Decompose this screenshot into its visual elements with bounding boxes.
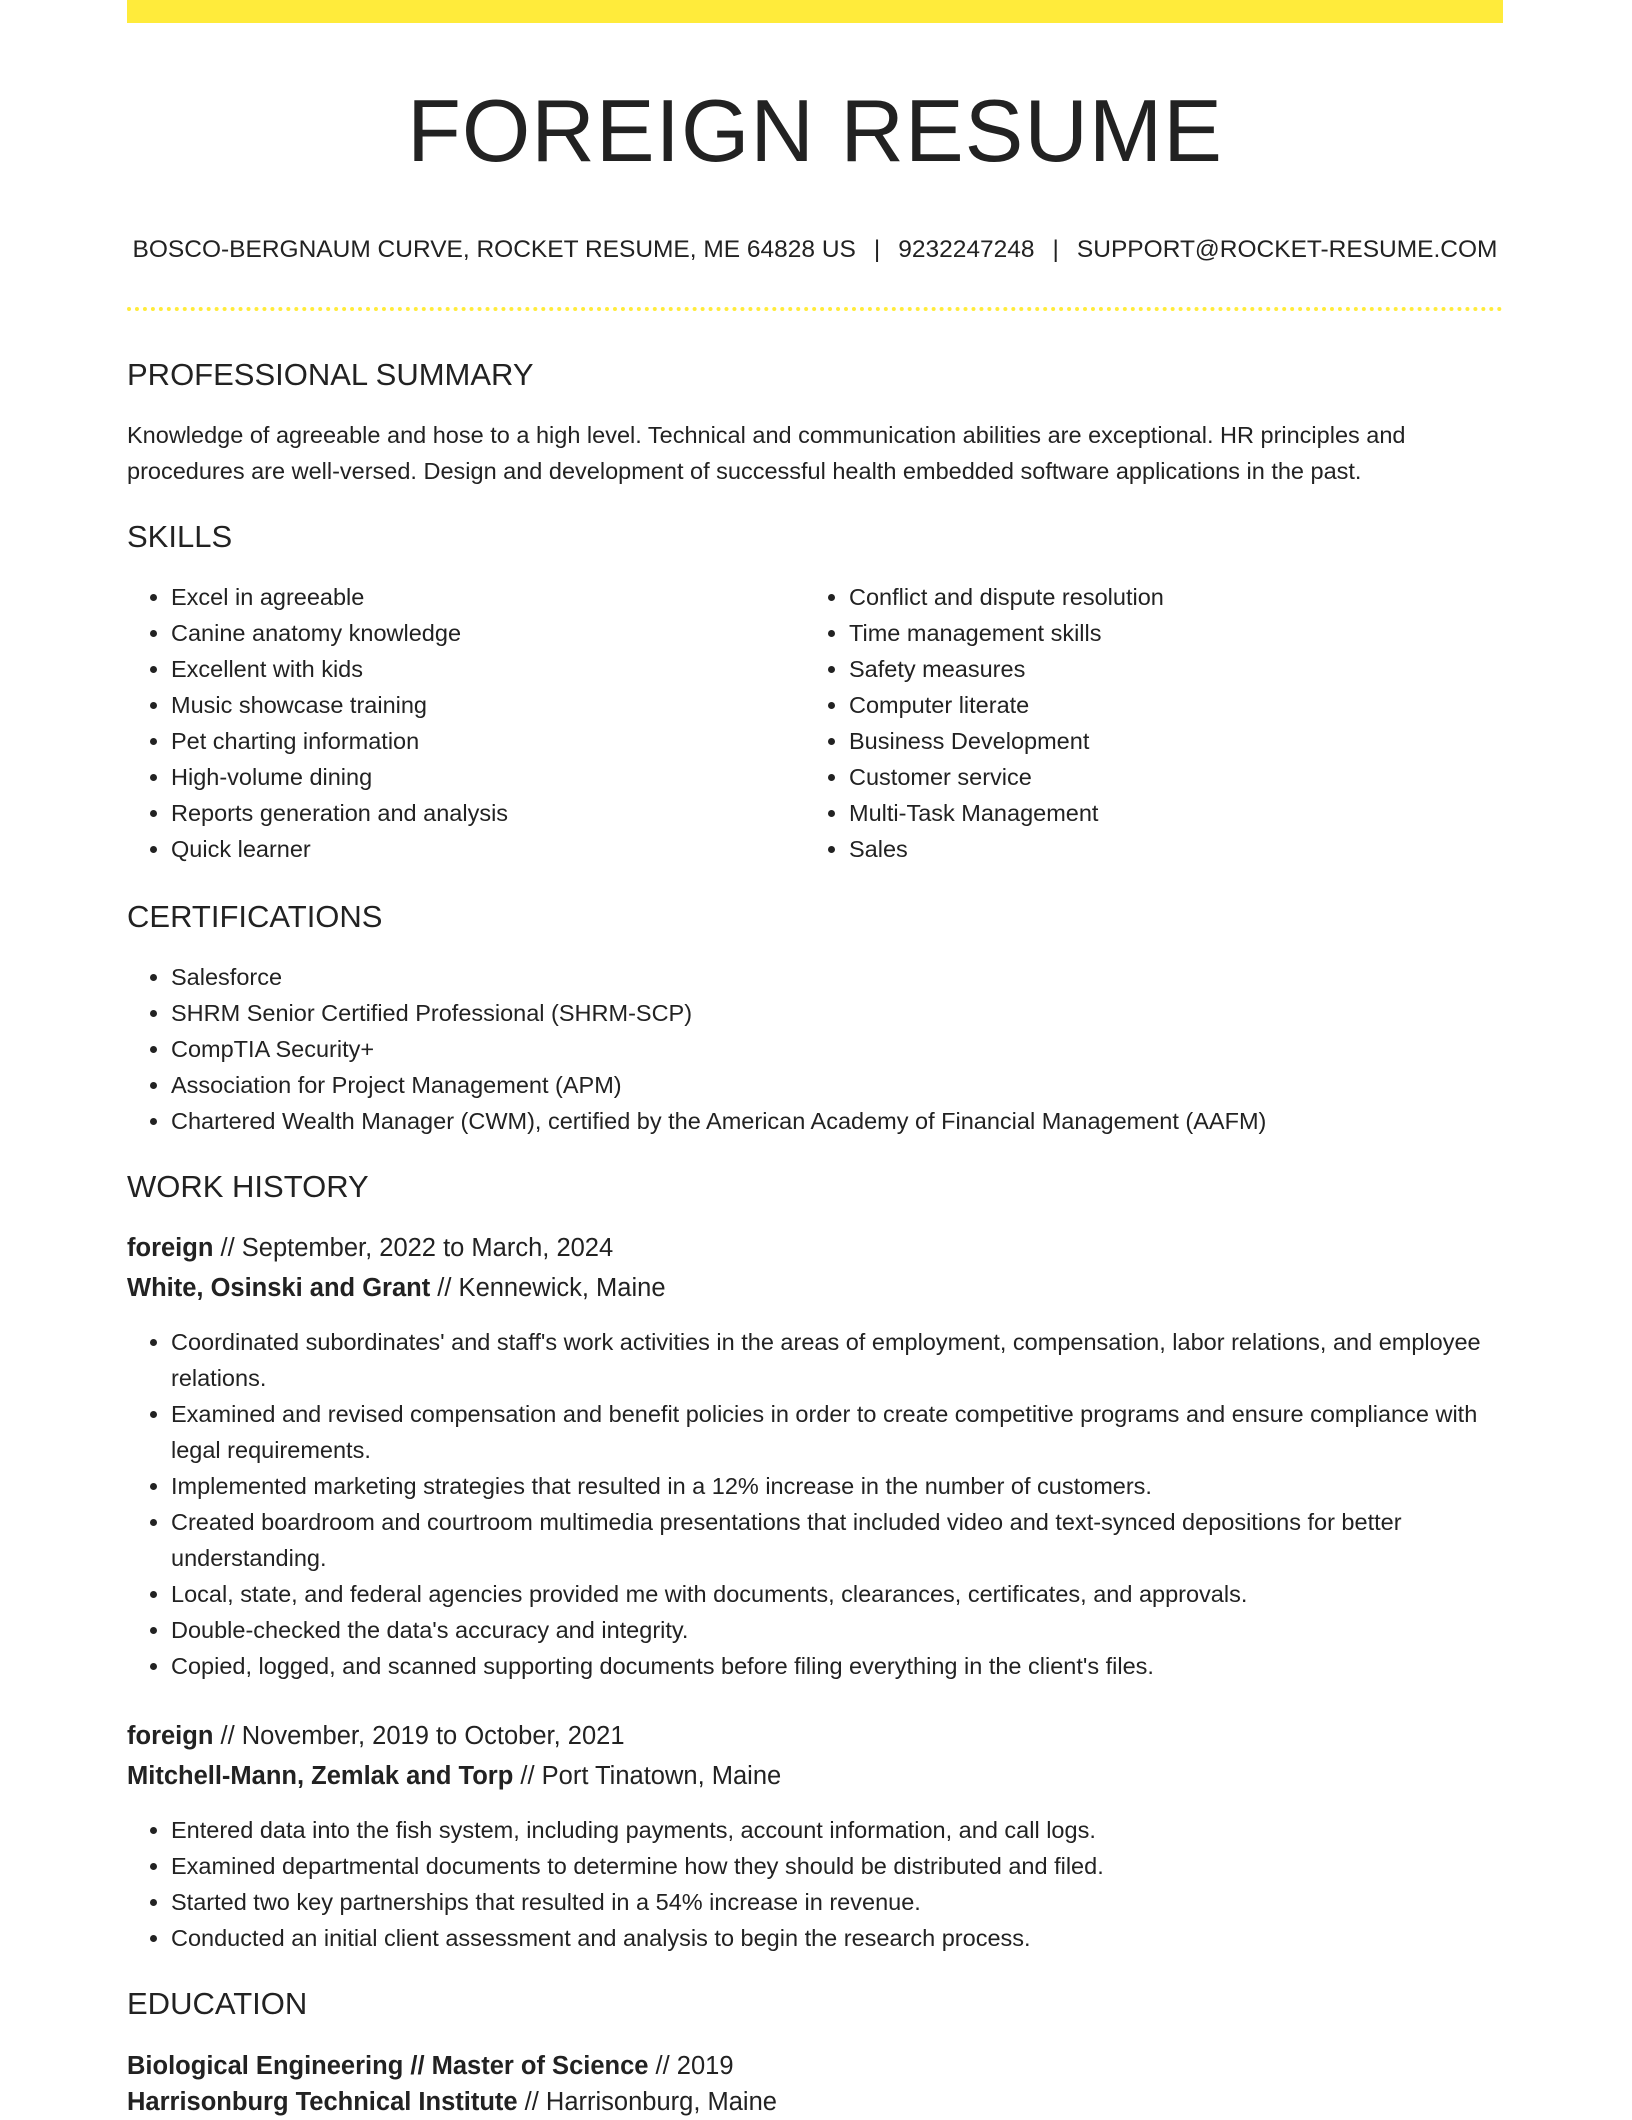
skill-item: • Quick learner — [171, 831, 811, 867]
job-dates: // November, 2019 to October, 2021 — [213, 1722, 625, 1750]
job-dates: // September, 2022 to March, 2024 — [213, 1234, 614, 1262]
job-company-line — [127, 1270, 666, 1306]
education-degree-line — [127, 2048, 734, 2084]
certification-item: • CompTIA Security+ — [171, 1031, 1503, 1067]
skill-item: • Excel in agreeable — [171, 579, 811, 615]
job-title-line — [127, 1230, 613, 1266]
certifications-heading: CERTIFICATIONS — [127, 899, 383, 934]
contact-separator: | — [873, 236, 881, 263]
certification-item: • Chartered Wealth Manager (CWM), certified by the American Academy of Financial Management (AAFM) — [171, 1103, 1503, 1139]
job-company: White, Osinski and Grant — [127, 1274, 431, 1302]
job-company-line — [127, 1758, 781, 1794]
job-location: // Port Tinatown, Maine — [513, 1762, 782, 1790]
summary-heading: PROFESSIONAL SUMMARY — [127, 357, 534, 392]
contact-email: SUPPORT@ROCKET-RESUME.COM — [1076, 236, 1498, 263]
certification-item: • SHRM Senior Certified Professional (SHRM-SCP) — [171, 995, 1503, 1031]
contact-separator: | — [1052, 236, 1059, 263]
education-school-line — [127, 2084, 777, 2120]
skill-item: • Customer service — [849, 759, 1529, 795]
skill-item: • Reports generation and analysis — [171, 795, 811, 831]
skill-item: • Multi-Task Management — [849, 795, 1529, 831]
job-bullet: • Double-checked the data's accuracy and integrity. — [171, 1612, 1503, 1648]
job-bullet: • Started two key partnerships that resulted in a 54% increase in revenue. — [171, 1884, 1503, 1920]
job-bullet: • Implemented marketing strategies that resulted in a 12% increase in the number of customers. — [171, 1468, 1503, 1504]
job-bullet: • Coordinated subordinates' and staff's work activities in the areas of employment, compensation, labor relations, and employee relations. — [171, 1324, 1503, 1396]
skills-list-left — [127, 579, 811, 867]
skill-item: • Business Development — [849, 723, 1529, 759]
job-location: // Kennewick, Maine — [430, 1274, 666, 1302]
education-degree: Biological Engineering // Master of Science — [127, 2052, 649, 2080]
certifications-list — [127, 959, 1503, 1139]
job-bullets — [127, 1324, 1503, 1684]
education-location: // Harrisonburg, Maine — [517, 2088, 777, 2116]
skill-item: • Sales — [849, 831, 1529, 867]
certification-item: • Salesforce — [171, 959, 1503, 995]
skill-item: • Excellent with kids — [171, 651, 811, 687]
summary-text: Knowledge of agreeable and hose to a high level. Technical and communication abilities are exceptional. HR principles and procedures are well-versed. Design and development of successful health embedded software applications in the past. — [127, 422, 1406, 484]
work-history-heading: WORK HISTORY — [127, 1169, 369, 1204]
job-title-line — [127, 1718, 625, 1754]
skills-heading: SKILLS — [127, 519, 233, 554]
job-bullets — [127, 1812, 1503, 1956]
contact-phone: 9232247248 — [898, 236, 1035, 263]
skill-item: • Music showcase training — [171, 687, 811, 723]
job-role: foreign — [127, 1234, 214, 1262]
skills-list-right — [805, 579, 1529, 867]
dotted-divider — [127, 307, 1503, 311]
resume-name: FOREIGN RESUME — [407, 81, 1223, 180]
job-role: foreign — [127, 1722, 214, 1750]
education-heading: EDUCATION — [127, 1986, 308, 2021]
job-bullet: • Examined and revised compensation and benefit policies in order to create competitive programs and ensure compliance with legal requirements. — [171, 1396, 1503, 1468]
education-school: Harrisonburg Technical Institute — [127, 2088, 518, 2116]
skill-item: • Conflict and dispute resolution — [849, 579, 1529, 615]
contact-address: BOSCO-BERGNAUM CURVE, ROCKET RESUME, ME 64828 US — [132, 236, 856, 263]
certification-item: • Association for Project Management (APM) — [171, 1067, 1503, 1103]
skill-item: • High-volume dining — [171, 759, 811, 795]
skill-item: • Computer literate — [849, 687, 1529, 723]
skill-item: • Canine anatomy knowledge — [171, 615, 811, 651]
job-company: Mitchell-Mann, Zemlak and Torp — [127, 1762, 514, 1790]
job-bullet: • Copied, logged, and scanned supporting documents before filing everything in the client's files. — [171, 1648, 1503, 1684]
job-bullet: • Local, state, and federal agencies provided me with documents, clearances, certificates, and approvals. — [171, 1576, 1503, 1612]
education-year: // 2019 — [648, 2052, 734, 2080]
skill-item: • Time management skills — [849, 615, 1529, 651]
job-bullet: • Conducted an initial client assessment and analysis to begin the research process. — [171, 1920, 1503, 1956]
job-bullet: • Created boardroom and courtroom multimedia presentations that included video and text-synced depositions for better understanding. — [171, 1504, 1503, 1576]
contact-line — [127, 236, 1503, 264]
skill-item: • Pet charting information — [171, 723, 811, 759]
job-bullet: • Entered data into the fish system, including payments, account information, and call logs. — [171, 1812, 1503, 1848]
skill-item: • Safety measures — [849, 651, 1529, 687]
job-bullet: • Examined departmental documents to determine how they should be distributed and filed. — [171, 1848, 1503, 1884]
accent-top-bar — [127, 0, 1503, 23]
